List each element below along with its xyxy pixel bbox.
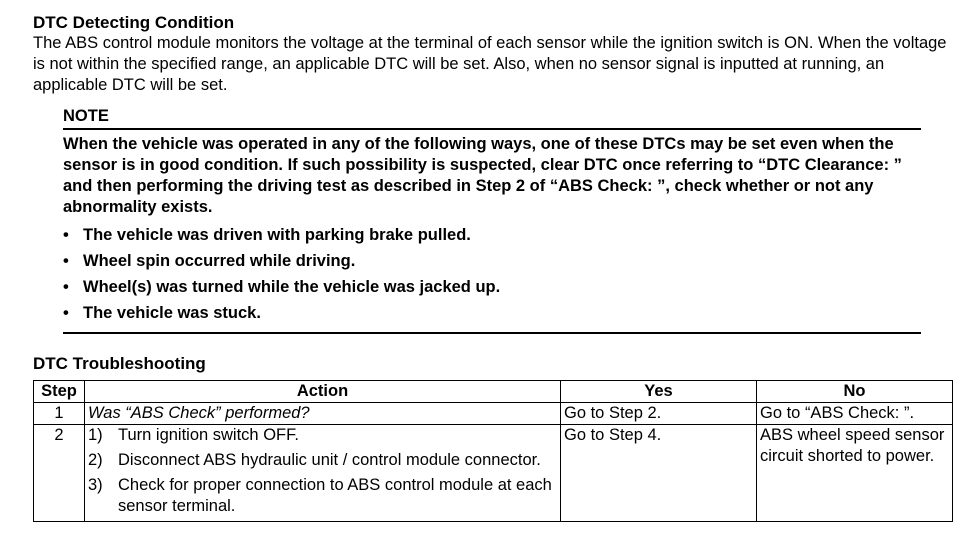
note-list [63, 222, 921, 326]
note-list-item [63, 248, 921, 274]
troubleshooting-table [33, 380, 953, 522]
note-box [63, 106, 921, 334]
manual-page [33, 12, 953, 522]
troubleshooting-heading: DTC Troubleshooting [33, 354, 206, 373]
note-body: When the vehicle was operated in any of the following ways, one of these DTCs may be set even when the sensor is in good condition. If such possibility is suspected, clear DTC once referring to “DTC Clearance: ” and then performing the driving test as described in Step 2 of “ABS Check: ”, check whether or not any abnormality exists. [63, 135, 902, 216]
yes-cell: Go to Step 2. [561, 403, 757, 425]
action-substep [88, 450, 557, 471]
table-row [34, 425, 953, 522]
substep-text: Turn ignition switch OFF. [118, 426, 299, 444]
substep-text: Check for proper connection to ABS control module at each sensor terminal. [118, 476, 552, 515]
substep-number: 2) [88, 451, 103, 469]
table-row [34, 403, 953, 425]
step-number: 1 [34, 403, 85, 425]
detecting-condition-text: The ABS control module monitors the voltage at the terminal of each sensor while the ignition switch is ON. When the voltage is not within the specified range, an applicable DTC will be set. Also, when no sensor signal is inputted at running, an applicable DTC will be set. [33, 34, 947, 94]
bullet-icon: • [63, 226, 69, 244]
note-item-text: Wheel(s) was turned while the vehicle was jacked up. [83, 278, 501, 296]
table-header-row [34, 381, 953, 403]
note-item-text: The vehicle was driven with parking brake pulled. [83, 226, 471, 244]
step-number: 2 [34, 425, 85, 522]
yes-cell: Go to Step 4. [561, 425, 757, 522]
note-bottom-rule [63, 332, 921, 334]
substep-number: 3) [88, 476, 103, 494]
action-substep [88, 425, 557, 446]
detecting-condition-heading: DTC Detecting Condition [33, 13, 235, 32]
no-cell: Go to “ABS Check: ”. [757, 403, 953, 425]
substep-number: 1) [88, 426, 103, 444]
no-cell: ABS wheel speed sensor circuit shorted to power. [757, 425, 953, 522]
note-list-item [63, 300, 921, 326]
bullet-icon: • [63, 252, 69, 270]
note-item-text: Wheel spin occurred while driving. [83, 252, 356, 270]
note-title: NOTE [63, 107, 109, 125]
bullet-icon: • [63, 304, 69, 322]
note-top-rule [63, 128, 921, 130]
note-item-text: The vehicle was stuck. [83, 304, 261, 322]
column-header-step: Step [34, 381, 85, 403]
column-header-no: No [757, 381, 953, 403]
action-cell [85, 425, 561, 522]
note-list-item [63, 222, 921, 248]
column-header-yes: Yes [561, 381, 757, 403]
note-list-item [63, 274, 921, 300]
substep-text: Disconnect ABS hydraulic unit / control module connector. [118, 451, 541, 469]
bullet-icon: • [63, 278, 69, 296]
action-substep [88, 475, 557, 517]
column-header-action: Action [85, 381, 561, 403]
action-cell: Was “ABS Check” performed? [85, 403, 561, 425]
